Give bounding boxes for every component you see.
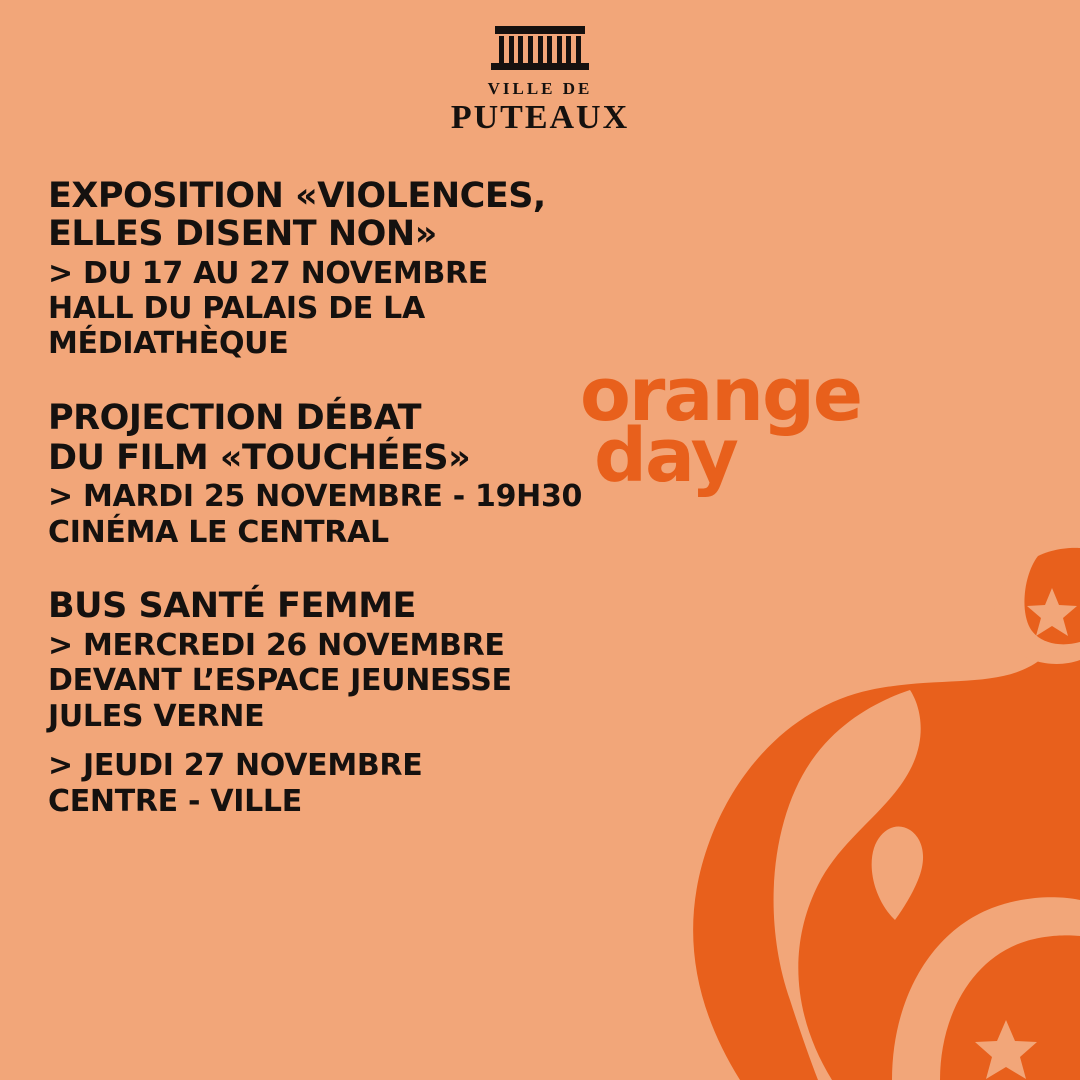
event-title: EXPOSITION «VIOLENCES, ELLES DISENT NON» — [48, 176, 546, 254]
event-detail: DEVANT L’ESPACE JEUNESSE — [48, 663, 512, 699]
event-detail: JULES VERNE — [48, 698, 265, 734]
city-logo — [0, 26, 1080, 135]
event-title: BUS SANTÉ FEMME — [48, 586, 416, 627]
event-projection — [48, 397, 668, 550]
event-list — [48, 178, 668, 819]
event-detail: > DU 17 AU 27 NOVEMBRE — [48, 255, 489, 291]
event-title: PROJECTION DÉBAT — [48, 397, 421, 438]
event-detail: > JEUDI 27 NOVEMBRE — [48, 748, 423, 784]
classical-building-icon — [491, 26, 589, 70]
wordmark-line-2: day — [594, 412, 737, 499]
event-detail: CENTRE - VILLE — [48, 783, 302, 819]
event-detail: HALL DU PALAIS DE LA MÉDIATHÈQUE — [48, 290, 425, 362]
event-detail: > MARDI 25 NOVEMBRE - 19H30 — [48, 479, 583, 515]
event-title-second-line: DU FILM «TOUCHÉES» — [48, 437, 471, 478]
event-exposition — [48, 178, 668, 362]
logo-line-puteaux: PUTEAUX — [450, 99, 630, 136]
detail-spacer — [48, 734, 668, 748]
logo-line-ville: VILLE DE — [487, 79, 593, 98]
wordmark-line-1: orange — [580, 352, 862, 438]
event-bus-sante — [48, 588, 668, 819]
event-detail: > MERCREDI 26 NOVEMBRE — [48, 627, 505, 663]
event-detail: CINÉMA LE CENTRAL — [48, 514, 389, 550]
